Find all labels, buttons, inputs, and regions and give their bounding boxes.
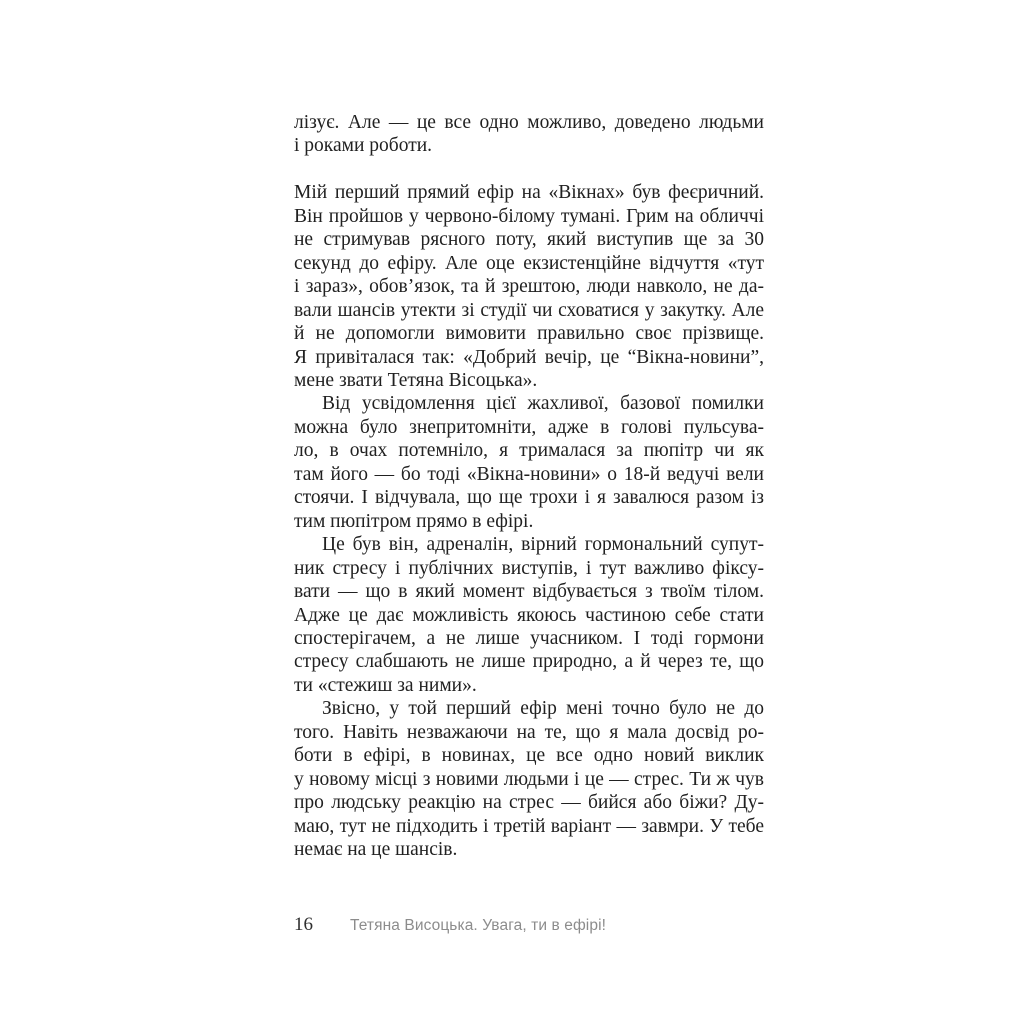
text-line: про людську реакцію на стрес — бийся або біжи? Ду- xyxy=(294,792,764,814)
text-line: спостерігачем, а не лише учасником. І тоді гормони xyxy=(294,627,764,649)
text-line: і зараз», обов’язок, та й зрештою, люди навколо, не да- xyxy=(294,276,764,298)
text-line: мене звати Тетяна Вісоцька». xyxy=(294,369,538,391)
text-line: стресу слабшають не лише природно, а й через те, що xyxy=(294,651,764,673)
page-footer xyxy=(294,914,606,936)
text-line: боти в ефірі, в новинах, це все одно новий виклик xyxy=(294,745,764,767)
text-line: Він пройшов у червоно-білому тумані. Грим на обличчі xyxy=(294,205,764,227)
text-line: й не допомогли вимовити правильно своє прізвище. xyxy=(294,323,764,345)
paragraph xyxy=(294,697,764,861)
text-line: і роками роботи. xyxy=(294,135,433,157)
text-line: ло, в очах потемніло, я трималася за пюпітр чи як xyxy=(294,440,764,462)
text-line: Я привіталася так: «Добрий вечір, це “Вікна-новини”, xyxy=(294,346,764,368)
text-line: Адже це дає можливість якоюсь частиною себе стати xyxy=(294,604,764,626)
text-line: ти «стежиш за ними». xyxy=(294,674,477,696)
text-line: там його — бо тоді «Вікна-новини» о 18-й ведучі вели xyxy=(294,463,764,485)
paragraph xyxy=(294,181,764,392)
text-line: немає на це шансів. xyxy=(294,839,458,861)
paragraph xyxy=(294,533,764,697)
text-line: маю, тут не підходить і третій варіант — завмри. У тебе xyxy=(294,815,764,837)
text-line: Це був він, адреналін, вірний гормональний супут- xyxy=(322,534,764,556)
text-line: вали шансів утекти зі студії чи сховатися у закутку. Але xyxy=(294,299,764,321)
text-line: у новому місці з новими людьми і це — стрес. Ти ж чув xyxy=(294,768,764,790)
text-line: секунд до ефіру. Але оце екзистенційне відчуття «тут xyxy=(294,252,764,274)
text-line: не стримував рясного поту, який виступив ще за 30 xyxy=(294,229,764,251)
page-number: 16 xyxy=(294,914,313,935)
text-line: Від усвідомлення цієї жахливої, базової помилки xyxy=(322,393,764,415)
text-line: того. Навіть незважаючи на те, що я мала досвід ро- xyxy=(294,721,764,743)
text-line: можна було знепритомніти, адже в голові пульсува- xyxy=(294,416,764,438)
running-title: Тетяна Висоцька. Увага, ти в ефірі! xyxy=(350,917,607,934)
text-line: Звісно, у той перший ефір мені точно було не до xyxy=(322,698,764,720)
text-line: лізує. Але — це все одно можливо, доведено людьми xyxy=(294,112,764,133)
paragraph xyxy=(294,111,764,158)
text-line: ник стресу і публічних виступів, і тут важливо фіксу- xyxy=(294,557,764,579)
text-block xyxy=(294,111,764,861)
text-line: Мій перший прямий ефір на «Вікнах» був феєричний. xyxy=(294,182,764,204)
text-line: тим пюпітром прямо в ефірі. xyxy=(294,510,534,532)
paragraph xyxy=(294,392,764,533)
text-line: вати — що в який момент відбувається з твоїм тілом. xyxy=(294,581,764,603)
text-line: стоячи. І відчувала, що ще трохи і я завалюся разом із xyxy=(294,487,764,509)
